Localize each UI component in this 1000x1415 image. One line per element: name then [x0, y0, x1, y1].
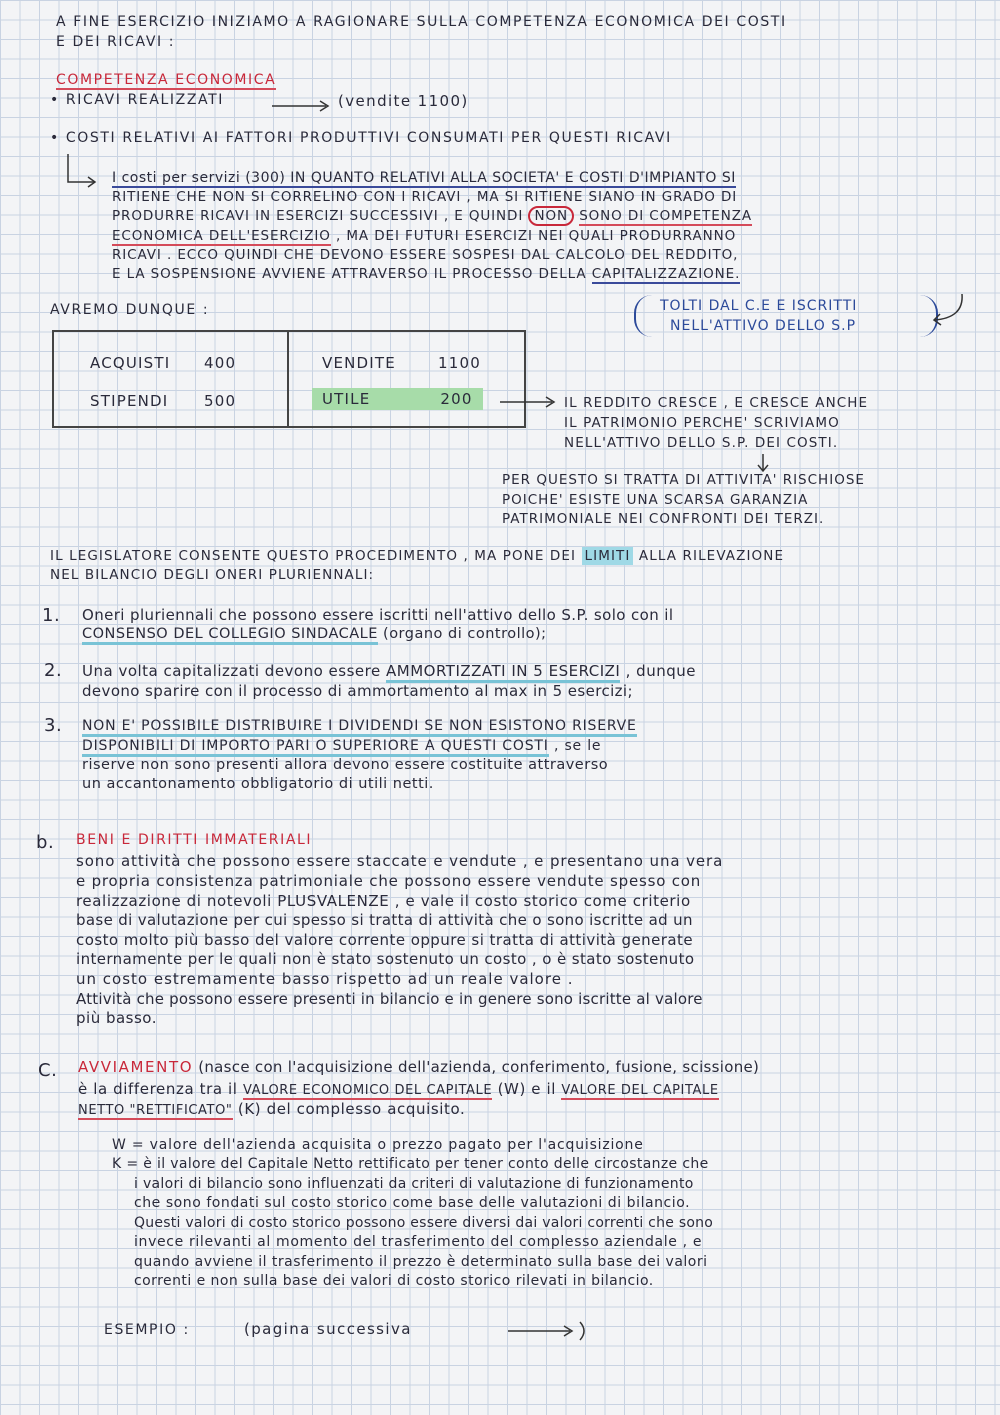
utile-highlight	[312, 388, 483, 410]
avviamento-line-2a: è la differenza tra il	[78, 1080, 238, 1098]
avviamento-line-3	[78, 1100, 465, 1118]
utile-value: 200	[440, 390, 473, 408]
valore-capitale: VALORE DEL CAPITALE	[561, 1083, 719, 1098]
section-c-letter: C.	[38, 1060, 58, 1081]
avviamento-line-3b: (K) del complesso acquisito.	[237, 1100, 466, 1118]
table-divider	[287, 332, 289, 426]
rischiose-line-2: POICHE' ESISTE UNA SCARSA GARANZIA	[502, 492, 809, 508]
consenso-collegio: CONSENSO DEL COLLEGIO SINDACALE	[82, 626, 378, 645]
avviamento-title: AVVIAMENTO	[78, 1058, 194, 1076]
legislatore-line-1c: ALLA RILEVAZIONE	[638, 548, 785, 564]
point-3-number: 3.	[44, 715, 63, 736]
non-circled: NON	[528, 206, 574, 226]
servizi-line-5: RICAVI . ECCO QUINDI CHE DEVONO ESSERE SOSPESI DAL CALCOLO DEL REDDITO,	[112, 247, 739, 263]
riserve-disponibili: DISPONIBILI DI IMPORTO PARI O SUPERIORE A QUESTI COSTI	[82, 738, 549, 757]
valore-economico: VALORE ECONOMICO DEL CAPITALE	[242, 1083, 493, 1098]
down-arrow-icon	[756, 454, 770, 472]
beni-line-2: e propria consistenza patrimoniale che possono essere vendute spesso con	[76, 872, 702, 890]
avviamento-line-2	[78, 1080, 719, 1098]
costi-relativi: • COSTI RELATIVI AI FATTORI PRODUTTIVI CONSUMATI PER QUESTI RICAVI	[50, 130, 672, 146]
beni-line-9: più basso.	[76, 1009, 157, 1027]
arrow-icon	[508, 1320, 588, 1340]
point-2-line-2: devono sparire con il processo di ammortamento al max in 5 esercizi;	[82, 682, 633, 700]
k-line-7: correnti e non sulla base dei valori di costo storico rilevati in bilancio.	[134, 1273, 654, 1289]
beni-title: BENI E DIRITTI IMMATERIALI	[76, 832, 313, 848]
beni-line-5: costo molto più basso del valore corrente oppure si tratta di attività generate	[76, 931, 694, 949]
servizi-line-4	[112, 228, 736, 244]
k-line-1: K = è il valore del Capitale Netto rettificato per tener conto delle circostanze che	[112, 1156, 709, 1172]
reddito-line-3: NELL'ATTIVO DELLO S.P. DEI COSTI.	[564, 435, 839, 451]
servizi-line-6a: E LA SOSPENSIONE AVVIENE ATTRAVERSO IL PROCESSO DELLA	[112, 266, 587, 282]
rischiose-line-1: PER QUESTO SI TRATTA DI ATTIVITA' RISCHIOSE	[502, 472, 865, 488]
acquisti-label: ACQUISTI	[90, 354, 171, 372]
stipendi-label: STIPENDI	[90, 392, 169, 410]
stipendi-value: 500	[204, 392, 237, 410]
beni-line-6: internamente per le quali non è stato sostenuto un costo , o è stato sostenuto	[76, 950, 695, 968]
servizi-line-1	[112, 170, 736, 186]
servizi-line-3	[112, 208, 752, 224]
capitalizzazione: CAPITALIZZAZIONE.	[591, 266, 741, 282]
point-2-line-1	[82, 662, 696, 680]
servizi-line-1-text: I costi per servizi (300) IN QUANTO RELATIVI ALLA SOCIETA' E COSTI D'IMPIANTO SI	[112, 170, 736, 186]
avviamento-line-2c: (W) e il	[497, 1080, 556, 1098]
intro-line-2: E DEI RICAVI :	[56, 34, 176, 50]
vendite-value: 1100	[438, 354, 481, 372]
point-2-line-1a: Una volta capitalizzati devono essere	[82, 662, 381, 680]
point-1-line-2	[82, 626, 547, 642]
esempio-label: ESEMPIO :	[104, 1322, 190, 1338]
netto-rettificato: NETTO "RETTIFICATO"	[78, 1103, 233, 1118]
k-line-2: i valori di bilancio sono influenzati da criteri di valutazione di funzionamento	[134, 1176, 694, 1192]
beni-line-4: base di valutazione per cui spesso si tratta di attività che o sono iscritte ad un	[76, 911, 693, 929]
point-2-number: 2.	[44, 660, 63, 681]
avviamento-line-1-text: (nasce con l'acquisizione dell'azienda, conferimento, fusione, scissione)	[198, 1058, 760, 1076]
arrow-icon	[272, 100, 332, 112]
vendite-label: VENDITE	[322, 354, 396, 372]
non-possibile: NON E' POSSIBILE DISTRIBUIRE I DIVIDENDI SE NON ESISTONO RISERVE	[82, 718, 637, 737]
legislatore-line-2: NEL BILANCIO DEGLI ONERI PLURIENNALI:	[50, 567, 375, 583]
point-3-line-3: riserve non sono presenti allora devono essere costituite attraverso	[82, 757, 609, 773]
point-1-line-1: Oneri pluriennali che possono essere iscritti nell'attivo dello S.P. solo con il	[82, 606, 674, 624]
esempio-note: (pagina successiva	[244, 1320, 412, 1338]
k-line-6: quando avviene il trasferimento il prezzo è determinato sulla base dei valori	[134, 1254, 708, 1270]
beni-line-8: Attività che possono essere presenti in bilancio e in genere sono iscritte al valore	[76, 990, 703, 1008]
ricavi-note: (vendite 1100)	[338, 92, 469, 110]
servizi-line-2: RITIENE CHE NON SI CORRELINO CON I RICAVI , MA SI RITIENE SIANO IN GRADO DI	[112, 189, 738, 205]
servizi-line-4a: ECONOMICA DELL'ESERCIZIO	[112, 228, 331, 244]
rischiose-line-3: PATRIMONIALE NEI CONFRONTI DEI TERZI.	[502, 511, 825, 527]
point-3-line-2b: , se le	[553, 738, 602, 754]
point-2-line-1c: , dunque	[625, 662, 696, 680]
ammortizzati: AMMORTIZZATI IN 5 ESERCIZI	[386, 662, 620, 683]
k-line-5: invece rilevanti al momento del trasferimento del complesso aziendale , e	[134, 1234, 703, 1250]
limiti-highlight: LIMITI	[582, 547, 634, 565]
avviamento-line-1	[78, 1058, 759, 1076]
point-1-line-2b: (organo di controllo);	[383, 626, 547, 642]
beni-line-1: sono attività che possono essere staccate e vendute , e presentano una vera	[76, 852, 724, 870]
point-3-line-2	[82, 738, 601, 754]
avremo-label: AVREMO DUNQUE :	[50, 302, 210, 318]
k-line-4: Questi valori di costo storico possono essere diversi dai valori correnti che sono	[134, 1215, 714, 1231]
point-1-number: 1.	[42, 605, 61, 626]
corner-arrow-icon	[60, 152, 100, 192]
point-3-line-1	[82, 718, 637, 734]
beni-line-7: un costo estremamente basso rispetto ad un reale valore .	[76, 970, 574, 988]
utile-label: UTILE	[322, 390, 371, 408]
k-line-3: che sono fondati sul costo storico come base delle valutazioni di bilancio.	[134, 1195, 691, 1211]
competenza-title: COMPETENZA ECONOMICA	[56, 72, 277, 88]
servizi-line-3c: SONO DI COMPETENZA	[579, 208, 752, 224]
ricavi-realizzati: • RICAVI REALIZZATI	[50, 92, 225, 108]
arrow-icon	[500, 396, 560, 408]
legislatore-line-1a: IL LEGISLATORE CONSENTE QUESTO PROCEDIMENTO , MA PONE DEI	[50, 548, 577, 564]
reddito-line-2: IL PATRIMONIO PERCHE' SCRIVIAMO	[564, 415, 840, 431]
servizi-line-4b: , MA DEI FUTURI ESERCIZI NEI QUALI PRODURRANNO	[335, 228, 737, 244]
w-definition: W = valore dell'azienda acquisita o prezzo pagato per l'acquisizione	[112, 1137, 644, 1153]
acquisti-value: 400	[204, 354, 237, 372]
reddito-line-1: IL REDDITO CRESCE , E CRESCE ANCHE	[564, 395, 869, 411]
point-3-line-4: un accantonamento obbligatorio di utili netti.	[82, 776, 434, 792]
beni-line-3: realizzazione di notevoli PLUSVALENZE , e vale il costo storico come criterio	[76, 892, 691, 910]
servizi-line-6	[112, 266, 740, 282]
note-line-1: TOLTI DAL C.E E ISCRITTI	[660, 298, 858, 314]
utile-row	[312, 390, 483, 408]
curved-arrow-icon	[932, 292, 972, 332]
note-line-2: NELL'ATTIVO DELLO S.P	[670, 318, 857, 334]
intro-line-1: A FINE ESERCIZIO INIZIAMO A RAGIONARE SULLA COMPETENZA ECONOMICA DEI COSTI	[56, 14, 787, 30]
conto-economico-table	[52, 330, 526, 428]
section-b-letter: b.	[36, 832, 55, 853]
servizi-line-3a: PRODURRE RICAVI IN ESERCIZI SUCCESSIVI , E QUINDI	[112, 208, 524, 224]
legislatore-line-1	[50, 548, 784, 564]
